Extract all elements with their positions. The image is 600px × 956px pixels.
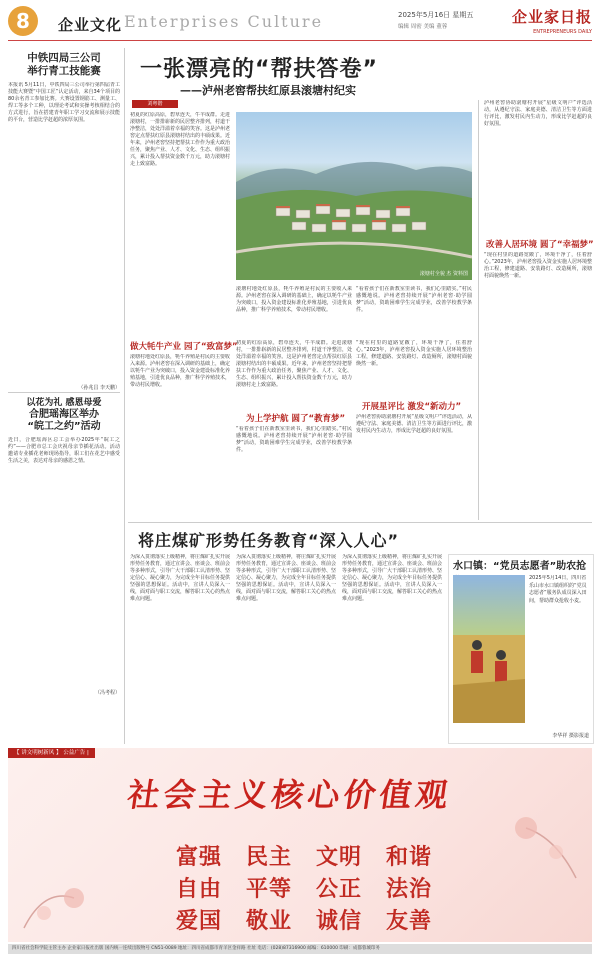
right-col-body-1: 泸州老窖协助滚塘村开展“星级文明户”评选活动，从遵纪守法、家庭美德、清洁卫生等方面进行评比，激发村民内生动力，形成比学赶超的良好氛围。 [484,100,592,127]
volunteer-title: 水口镇：“党员志愿者”助农抢 [453,561,587,572]
reporter-tag [132,100,178,108]
flower-decoration-right-icon [496,808,586,888]
editors-line: 编辑 周密 美编 董蓉 [398,24,448,30]
coal-article-col3: 为深入贯彻落实上级精神，将庄煤矿扎实开展形势任务教育，通过宣讲会、座谈会、班前会等多种形式，引导广大干部职工认清形势、坚定信心、凝心聚力，为完成全年目标任务提供坚强的思想保证。活动中，宣讲人员深入一线，面对面与职工交流，解答职工关心的热点难点问题。 [342,554,442,602]
coal-article-title: 将庄煤矿形势任务教育“深入人心” [138,531,400,550]
photo-caption: 滚塘村全貌 杰 资料图 [419,271,468,277]
harvest-scene [453,575,525,723]
section-title: 企业文化 [58,16,123,34]
left-bottom-title-3: “皖工之约”活动 [27,421,101,432]
subheading-4: 改善人居环境 圆了“幸福梦” [486,240,594,250]
left-bottom-byline: （冯考程） [94,690,120,696]
left-top-title-2: 举行青工技能赛 [27,65,101,77]
value-2: 民主 [246,845,293,870]
flower-decoration-left-icon [14,868,104,938]
col2-body-cont: 初夏的红原高原，碧草连天，牛羊成群。走进滚塘村，一排排崭新的民居整齐排列，村道干净整洁，处处洋溢着幸福的笑容。这是泸州老窖定点帮扶红原县滚塘村结出的丰硕成果。近年来，泸州老窖坚持把帮扶工作作为重大政治任务，聚焦产业、人才、文化、生态、组织振兴，累计投入帮扶资金数千万元，助力滚塘村走上致富路。 [236,340,352,388]
value-5: 自由 [176,877,223,902]
main-article-col2: 滚塘村地处红原县，牦牛养殖是村民的主要收入来源。泸州老窖在深入调研的基础上，确定以牦牛产业为突破口，投入资金建设标准化养殖基地，引进优良品种，推广科学养殖技术，带动村民增收。 [236,286,352,313]
subheading-2-body: “看着孩子们在新教室里读书，我们心里踏实。”村民感慨地说。泸州老窖持续开展“泸州老窖·助学圆梦”活动，资助困难学生完成学业，改善学校教学条件。 [236,426,352,453]
header-divider [8,40,592,41]
main-col-divider [478,100,479,520]
core-values-banner [8,748,592,942]
village-landscape [236,112,472,280]
page-number-badge: 8 [8,6,38,36]
paper-name: 企业家日报 [511,8,592,26]
coal-article-col1: 为深入贯彻落实上级精神，将庄煤矿扎实开展形势任务教育，通过宣讲会、座谈会、班前会等多种形式，引导广大干部职工认清形势、坚定信心、凝心聚力，为完成全年目标任务提供坚强的思想保证。活动中，宣讲人员深入一线，面对面与职工交流，解答职工关心的热点难点问题。 [130,554,230,602]
banner-headline: 社会主义核心价值观 [125,776,455,814]
left-divider-h [8,392,120,393]
volunteer-caption: 2025年5月14日，四川省乐山市水口镇组织的“党员志愿者”服务队成员深入田间，帮助群众抢收小麦。 [529,575,587,604]
left-top-title-1: 中铁四局三公司 [27,52,101,64]
coal-article-col2: 为深入贯彻落实上级精神，将庄煤矿扎实开展形势任务教育，通过宣讲会、座谈会、班前会等多种形式，引导广大干部职工认清形势、坚定信心、凝心聚力，为完成全年目标任务提供坚强的思想保证。活动中，宣讲人员深入一线，面对面与职工交流，解答职工关心的热点难点问题。 [236,554,336,602]
section-title-en: Enterprises Culture [124,12,324,31]
subheading-1: 做大牦牛产业 园了“致富梦” [130,342,238,352]
main-article-col3: “看着孩子们在新教室里读书，我们心里踏实。”村民感慨地说。泸州老窖持续开展“泸州老窖·助学圆梦”活动，资助困难学生完成学业，改善学校教学条件。 [356,286,472,313]
subheading-3-body: 泸州老窖协助滚塘村开展“星级文明户”评选活动，从遵纪守法、家庭美德、清洁卫生等方面进行评比，激发村民内生动力，形成比学赶超的良好氛围。 [356,414,472,434]
date-line: 2025年5月16日 星期五 [398,11,474,19]
subheading-3: 开展星评比 激发“新动力” [362,402,462,412]
volunteer-box [448,554,594,744]
value-9: 爱国 [176,909,223,934]
main-article-subtitle: ——泸州老窖帮扶红原县滚塘村纪实 [180,84,356,97]
left-divider-v [124,48,125,744]
subheading-1-body: 滚塘村地处红原县，牦牛养殖是村民的主要收入来源。泸州老窖在深入调研的基础上，确定以牦牛产业为突破口，投入资金建设标准化养殖基地，引进优良品种，推广科学养殖技术，带动村民增收。 [130,354,230,388]
footer [8,944,592,954]
left-top-body: 本报讯 5月11日，中铁四局三公司举行第四届青工技能大赛暨“中国工匠”认定活动，来自34个项目的80余名青工参加比赛。大赛设置钢筋工、测量工、焊工等多个工种，以理论考试和实操考核相结合的方式进行，旨在搭建青年职工学习交流和展示技能的平台，营造比学赶超的浓厚氛围。 [8,82,120,123]
value-1: 富强 [176,845,223,870]
village-photo [236,112,472,280]
footer-text: 四川省社会科学院主管主办 企业家日报社出版 国内统一连续出版物号 CN51-0089 地址：四川省成都市青羊区金祥路 社址 电话：(028)87316900 邮编：610000 印刷：成都蓉城印务 [12,946,380,951]
left-bottom-title-2: 合肥瑶海区举办 [29,409,99,420]
value-7: 公正 [316,877,363,902]
col3-body-cont: “现在村里的道路宽敞了，环境干净了，住着舒心。”2023年，泸州老窖投入资金实施人居环境整治工程，修建道路、安装路灯、改造厕所，滚塘村面貌焕然一新。 [356,340,472,367]
banner-corner-label: 【 讲文明树新风 】 公益广告 | [8,748,95,758]
left-top-byline: （孙兆昌 李天鹏） [78,385,120,391]
subheading-2: 为上学护航 圆了“教育梦” [246,414,346,424]
value-8: 法治 [386,877,433,902]
left-top-article [8,52,120,391]
value-11: 诚信 [316,909,363,934]
value-4: 和谐 [386,845,433,870]
paper-logo [470,6,592,35]
value-3: 文明 [316,845,363,870]
value-10: 敬业 [246,909,293,934]
volunteer-photographer: 李华祥 摄影报道 [552,733,589,739]
paper-name-en: ENTREPRENEURS DAILY [533,29,592,35]
main-bottom-divider [128,522,592,523]
main-article-title: 一张漂亮的“帮扶答卷” [140,57,378,82]
subheading-4-body: “现在村里的道路宽敞了，环境干净了，住着舒心。”2023年，泸州老窖投入资金实施人居环境整治工程，修建道路、安装路灯、改造厕所，滚塘村面貌焕然一新。 [484,252,592,279]
left-bottom-title-1: 以花为礼 感恩母爱 [26,398,102,408]
main-article-intro: 初夏的红原高原，碧草连天，牛羊成群。走进滚塘村，一排排崭新的民居整齐排列，村道干净整洁，处处洋溢着幸福的笑容。这是泸州老窖定点帮扶红原县滚塘村结出的丰硕成果。近年来，泸州老窖坚持把帮扶工作作为重大政治任务，聚焦产业、人才、文化、生态、组织振兴，累计投入帮扶资金数千万元，助力滚塘村走上致富路。 [130,112,230,167]
value-6: 平等 [246,877,293,902]
value-12: 友善 [386,909,433,934]
left-bottom-article [8,398,120,696]
reporter-name: 刘粤锴 [147,101,163,107]
left-bottom-body: 近日，合肥瑶海区总工会举办2025年“皖工之约”——合肥市总工会庆祝母亲节插花活动。活动邀请专业插花老师现场指导，职工们在花艺中感受生活之美，表达对母亲的感恩之情。 [8,437,120,464]
volunteer-photo [453,575,525,723]
